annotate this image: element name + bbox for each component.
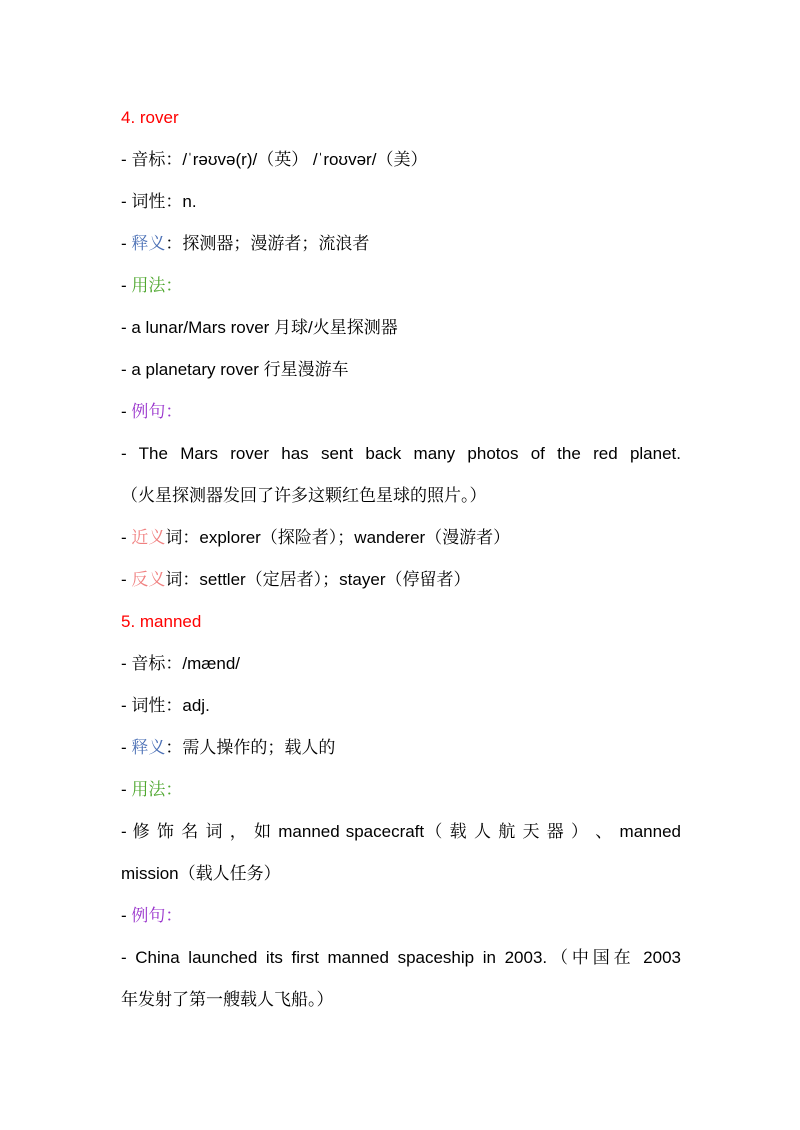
meaning-dash: - (121, 234, 132, 253)
usage-item: - a lunar/Mars rover 月球/火星探测器 (121, 318, 398, 337)
usage-item: - a planetary rover 行星漫游车 (121, 360, 349, 379)
meaning-text: ：探测器；漫游者；流浪者 (165, 234, 370, 253)
meaning-text: ：需人操作的；载人的 (165, 738, 336, 757)
phonetic-label: - 音标： (121, 654, 183, 673)
pos-text: n. (182, 192, 197, 211)
antonym-dash: - (121, 570, 132, 589)
pos-label: - 词性： (121, 696, 183, 715)
pos-text: adj. (182, 696, 210, 715)
entry-heading-rover: 4. rover (121, 108, 179, 127)
meaning-label: 释义 (131, 738, 166, 757)
phonetic-text: /mænd/ (182, 654, 241, 673)
meaning-line (121, 736, 681, 760)
antonym-text: 词：settler（定居者）；stayer（停留者） (165, 570, 471, 589)
example-label: 例句： (131, 906, 183, 925)
usage-label: 用法： (131, 276, 183, 295)
example-label: 例句： (131, 402, 183, 421)
phonetic-line (121, 652, 681, 676)
entry-heading-manned: 5. manned (121, 612, 202, 631)
usage-label: 用法： (131, 780, 183, 799)
usage-header (121, 274, 681, 298)
antonym-label: 反义 (131, 570, 166, 589)
meaning-label: 释义 (131, 234, 166, 253)
example-dash: - (121, 402, 132, 421)
example-sentence: - The Mars rover has sent back many photos of the red planet. (121, 444, 681, 463)
example-translation: （火星探测器发回了许多这颗红色星球的照片。） (121, 486, 487, 505)
synonym-label: 近义 (131, 528, 166, 547)
example-header (121, 904, 681, 928)
usage-dash: - (121, 780, 132, 799)
usage-header (121, 778, 681, 802)
synonym-line (121, 526, 681, 550)
example-dash: - (121, 906, 132, 925)
pos-line (121, 694, 681, 718)
synonym-text: 词：explorer（探险者）；wanderer（漫游者） (165, 528, 511, 547)
meaning-dash: - (121, 738, 132, 757)
pos-label: - 词性： (121, 192, 183, 211)
usage-dash: - (121, 276, 132, 295)
phonetic-line (121, 148, 681, 172)
phonetic-text: /ˈrəʊvə(r)/（英） /ˈroʊvər/（美） (182, 150, 428, 169)
usage-description: - 修 饰 名 词 ， 如 manned spacecraft（ 载 人 航 天 器 ） 、 manned (121, 822, 681, 841)
example-sentence: - China launched its first manned spaceship in 2003.（中国在 2003 (121, 948, 681, 967)
synonym-dash: - (121, 528, 132, 547)
meaning-line (121, 232, 681, 256)
example-header (121, 400, 681, 424)
phonetic-label: - 音标： (121, 150, 183, 169)
pos-line (121, 190, 681, 214)
usage-description-cont: mission（载人任务） (121, 864, 281, 883)
antonym-line (121, 568, 681, 592)
example-translation: 年发射了第一艘载人飞船。） (121, 990, 334, 1009)
